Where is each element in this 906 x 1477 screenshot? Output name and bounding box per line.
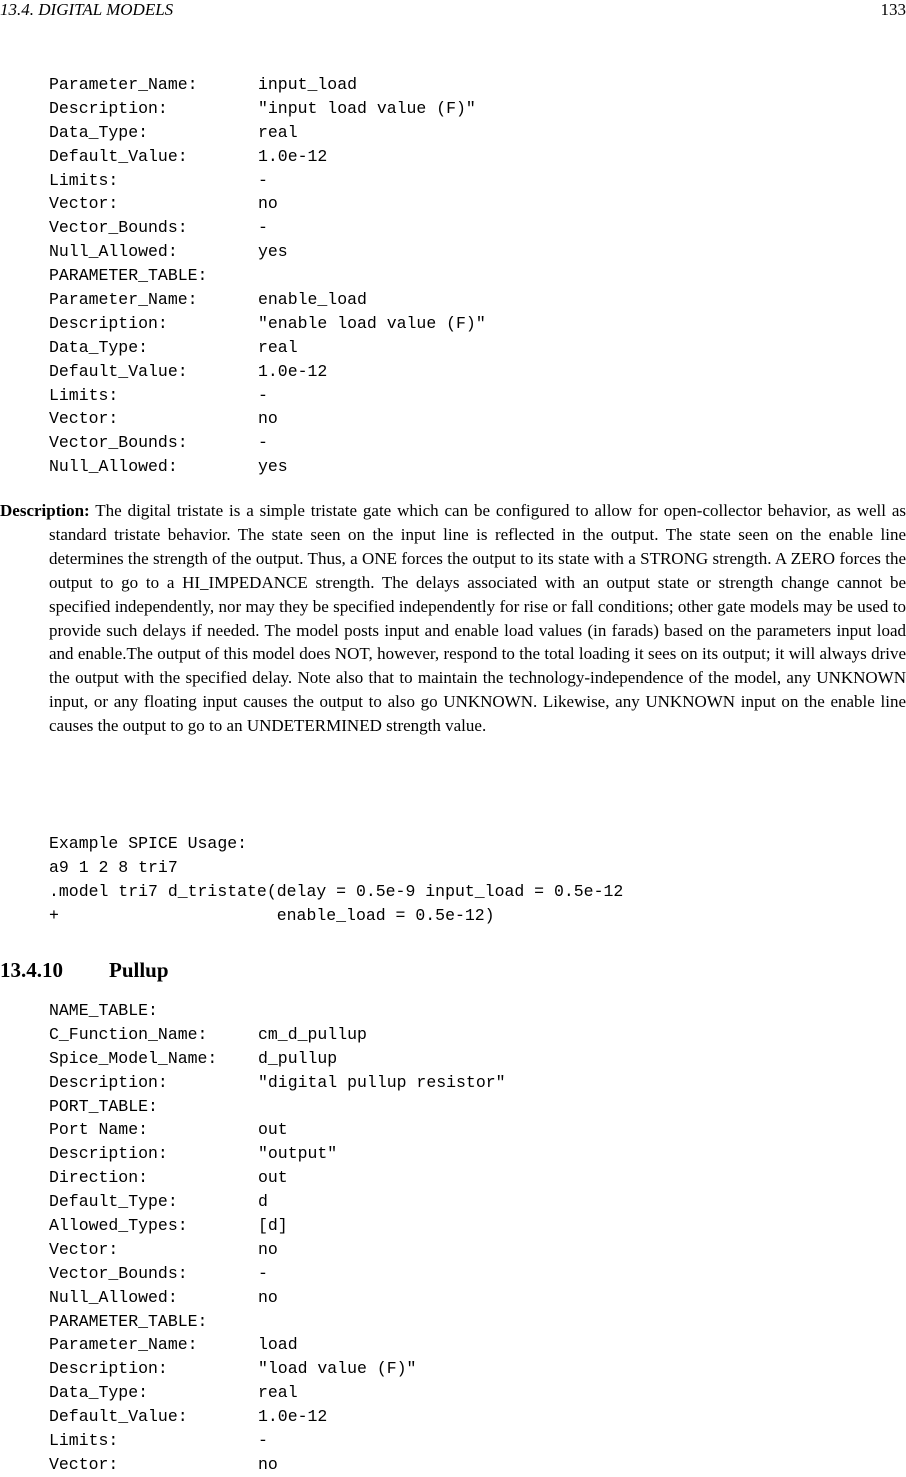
table-row [49, 407, 889, 431]
table-row [49, 1453, 889, 1477]
description-block [0, 499, 906, 738]
table-row [49, 312, 889, 336]
field-key: Null_Allowed: [49, 455, 258, 479]
table-row [49, 384, 889, 408]
section-title: Pullup [109, 958, 169, 982]
field-value: - [258, 433, 268, 452]
table-row [49, 360, 889, 384]
field-key: Limits: [49, 384, 258, 408]
running-header: 13.4. DIGITAL MODELS [0, 0, 173, 20]
field-key: Null_Allowed: [49, 240, 258, 264]
description-text: The digital tristate is a simple tristate gate which can be configured to allow for open-collector behavior, as well as standard tristate behavior. The state seen on the input line is reflected in the output. The state seen on the enable line determines the strength of the output. Thus, a ONE forces the output to its state with a STRONG strength. A ZERO forces the output to go to a HI_IMPEDANCE strength. The delays associated with an output state or strength change cannot be specified independently, nor may they be specified independently for rise or fall conditions; other gate models may be used to provide such delays if needed. The model posts input and enable load values (in farads) based on the parameters input load and enable.The output of this model does NOT, however, respond to the total loading it sees on its output; it will always drive the output with the specified delay. Note also that to maintain the technology-independence of the model, any UNKNOWN input, or any floating input causes the output to also go UNKNOWN. Likewise, any UNKNOWN input on the enable line causes the output to go to an UNDETERMINED strength value. [49, 501, 906, 735]
table-row [49, 1357, 889, 1381]
field-value: yes [258, 457, 288, 476]
field-value: real [258, 1383, 298, 1402]
pullup-table [49, 999, 889, 1477]
section-number: 13.4.10 [0, 958, 109, 983]
field-value: 1.0e-12 [258, 362, 327, 381]
field-key: PARAMETER_TABLE: [49, 264, 258, 288]
table-row [49, 1166, 889, 1190]
field-key: Default_Type: [49, 1190, 258, 1214]
table-row [49, 336, 889, 360]
field-key: Default_Value: [49, 360, 258, 384]
table-row [49, 216, 889, 240]
table-row [49, 1429, 889, 1453]
code-line: a9 1 2 8 tri7 [49, 856, 889, 880]
field-key: Data_Type: [49, 121, 258, 145]
field-value: 1.0e-12 [258, 147, 327, 166]
table-row [49, 145, 889, 169]
field-key: Parameter_Name: [49, 73, 258, 97]
table-row [49, 455, 889, 479]
table-row [49, 1118, 889, 1142]
table-row [49, 1238, 889, 1262]
field-value: no [258, 1455, 278, 1474]
field-key: Vector: [49, 1238, 258, 1262]
table-row [49, 1310, 889, 1334]
field-value: - [258, 1431, 268, 1450]
table-row [49, 192, 889, 216]
field-key: Vector: [49, 407, 258, 431]
field-value: real [258, 338, 298, 357]
code-line: .model tri7 d_tristate(delay = 0.5e-9 input_load = 0.5e-12 [49, 880, 889, 904]
field-key: PARAMETER_TABLE: [49, 1310, 258, 1334]
table-row [49, 431, 889, 455]
table-row [49, 1333, 889, 1357]
field-key: Parameter_Name: [49, 288, 258, 312]
field-key: Allowed_Types: [49, 1214, 258, 1238]
description-paragraph [0, 499, 906, 738]
table-row [49, 1405, 889, 1429]
field-value: out [258, 1168, 288, 1187]
table-row [49, 1047, 889, 1071]
field-key: NAME_TABLE: [49, 999, 258, 1023]
table-row [49, 1190, 889, 1214]
field-value: "input load value (F)" [258, 99, 476, 118]
field-key: Vector_Bounds: [49, 1262, 258, 1286]
field-value: load [258, 1335, 298, 1354]
section-heading [0, 958, 169, 983]
field-value: no [258, 1288, 278, 1307]
table-row [49, 1286, 889, 1310]
field-key: Description: [49, 1142, 258, 1166]
field-key: Description: [49, 1071, 258, 1095]
table-row [49, 264, 889, 288]
field-value: [d] [258, 1216, 288, 1235]
table-row [49, 288, 889, 312]
field-key: Data_Type: [49, 336, 258, 360]
table-row [49, 1071, 889, 1095]
table-row [49, 1262, 889, 1286]
table-row [49, 1142, 889, 1166]
field-key: Vector_Bounds: [49, 431, 258, 455]
field-value: - [258, 386, 268, 405]
table-row [49, 73, 889, 97]
field-value: d [258, 1192, 268, 1211]
field-key: Description: [49, 97, 258, 121]
field-key: Vector: [49, 1453, 258, 1477]
field-key: Data_Type: [49, 1381, 258, 1405]
field-value: "enable load value (F)" [258, 314, 486, 333]
field-key: Default_Value: [49, 145, 258, 169]
table-row [49, 1381, 889, 1405]
field-key: Description: [49, 1357, 258, 1381]
field-value: no [258, 194, 278, 213]
field-value: "digital pullup resistor" [258, 1073, 506, 1092]
field-value: out [258, 1120, 288, 1139]
field-value: no [258, 1240, 278, 1259]
field-key: Limits: [49, 169, 258, 193]
table-row [49, 240, 889, 264]
field-value: - [258, 1264, 268, 1283]
field-value: cm_d_pullup [258, 1025, 367, 1044]
field-value: no [258, 409, 278, 428]
field-key: Limits: [49, 1429, 258, 1453]
table-row [49, 169, 889, 193]
field-value: - [258, 171, 268, 190]
table-row [49, 1095, 889, 1119]
field-value: "output" [258, 1144, 337, 1163]
field-value: yes [258, 242, 288, 261]
code-line: Example SPICE Usage: [49, 832, 889, 856]
field-key: Parameter_Name: [49, 1333, 258, 1357]
code-line: + enable_load = 0.5e-12) [49, 904, 889, 928]
field-key: Port Name: [49, 1118, 258, 1142]
example-code [49, 832, 889, 928]
page-number: 133 [881, 0, 906, 20]
table-row [49, 1214, 889, 1238]
description-label: Description: [0, 501, 90, 520]
field-value: "load value (F)" [258, 1359, 416, 1378]
table-row [49, 999, 889, 1023]
field-value: enable_load [258, 290, 367, 309]
table-row [49, 121, 889, 145]
field-key: Vector: [49, 192, 258, 216]
field-value: input_load [258, 75, 357, 94]
field-key: Direction: [49, 1166, 258, 1190]
field-key: Null_Allowed: [49, 1286, 258, 1310]
field-key: Default_Value: [49, 1405, 258, 1429]
table-row [49, 97, 889, 121]
field-key: Vector_Bounds: [49, 216, 258, 240]
field-value: 1.0e-12 [258, 1407, 327, 1426]
field-key: Description: [49, 312, 258, 336]
parameter-table-top [49, 73, 889, 479]
field-key: PORT_TABLE: [49, 1095, 258, 1119]
field-value: real [258, 123, 298, 142]
field-value: - [258, 218, 268, 237]
page-header [0, 0, 906, 20]
field-value: d_pullup [258, 1049, 337, 1068]
field-key: Spice_Model_Name: [49, 1047, 258, 1071]
field-key: C_Function_Name: [49, 1023, 258, 1047]
table-row [49, 1023, 889, 1047]
